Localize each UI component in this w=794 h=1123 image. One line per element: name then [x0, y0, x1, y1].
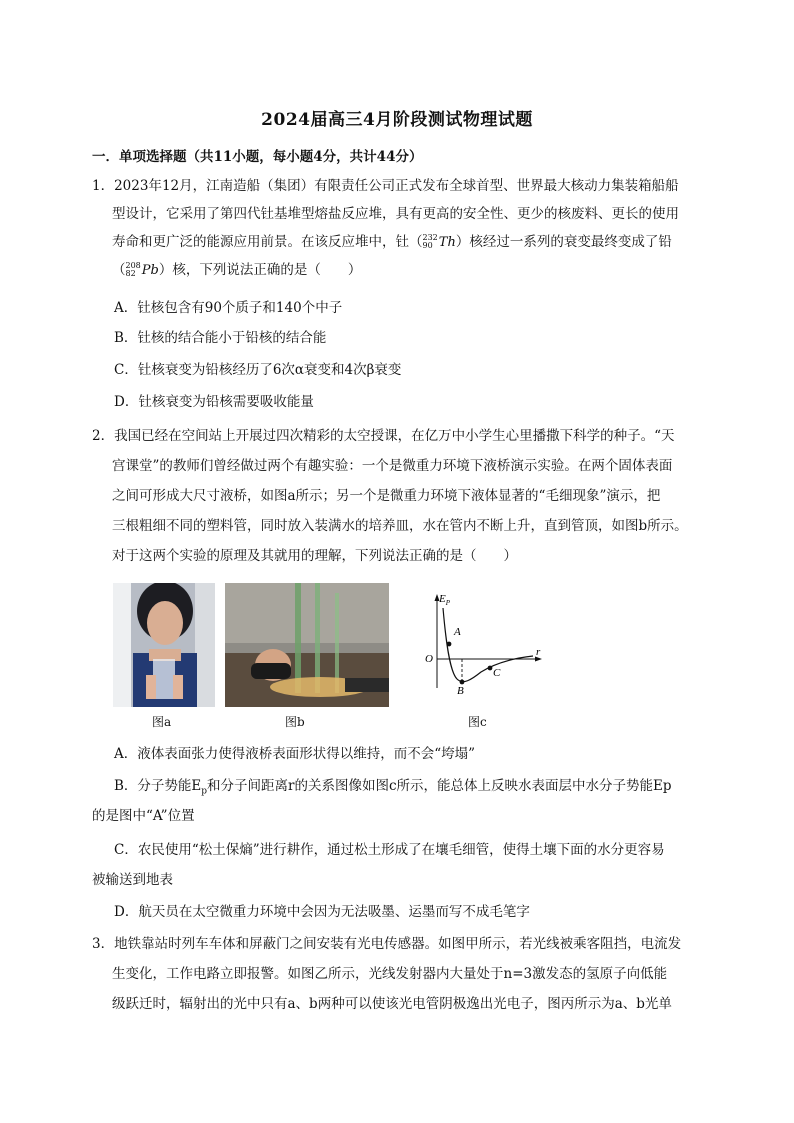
question-number: 2． [92, 428, 115, 444]
question-1-line-1 [92, 172, 704, 200]
q2-b-text-2: 和分子间距离r的关系图像如图c所示，能总体上反映水表面层中水分子势能Ep [207, 778, 672, 794]
q2-b-text-1: B．分子势能E [114, 778, 202, 794]
q1-option-c: C．钍核衰变为铅核经历了6次α衰变和4次β衰变 [114, 362, 402, 378]
point-c [488, 666, 493, 671]
q2-option-a: A．液体表面张力使得液桥表面形状得以维持，而不会“垮塌” [114, 746, 476, 762]
q1-text: 2023年12月，江南造船（集团）有限责任公司正式发布全球首型、世界最大核动力集装箱船船 [114, 178, 679, 194]
figure-a-caption: 图a [152, 715, 172, 729]
ep-curve [443, 608, 533, 682]
y-axis-label [438, 593, 451, 607]
pb-open-paren: （ [112, 262, 126, 278]
section-heading: 一．单项选择题（共11小题，每小题4分，共计44分） [92, 149, 423, 165]
q2-line-3: 之间可形成大尺寸液桥，如图a所示；另一个是微重力环境下液体显著的“毛细现象”演示，把 [112, 488, 661, 504]
q1-option-d: D．钍核衰变为铅核需要吸收能量 [114, 394, 314, 410]
q1-line-4 [92, 256, 704, 285]
pb-symbol: Pb [141, 262, 159, 278]
th-mass-number: 232 [422, 233, 438, 242]
q2-option-b-line-2: 的是图中“A”位置 [92, 808, 195, 824]
question-number: 3． [92, 936, 115, 952]
x-axis-label: r [536, 646, 541, 658]
origin-label: O [425, 653, 433, 665]
question-3-line-1 [92, 930, 704, 958]
page-title: 2024届高三4月阶段测试物理试题 [261, 110, 533, 130]
point-b [460, 680, 465, 685]
figure-b-caption: 图b [285, 715, 305, 729]
ep-label: E [439, 593, 446, 605]
q1-text-3a: 寿命和更广泛的能源应用前景。在该反应堆中，钍（ [112, 234, 423, 250]
pb-mass-number: 208 [125, 261, 141, 270]
th-symbol: Th [438, 234, 456, 250]
q3-line-3: 级跃迁时，辐射出的光中只有a、b两种可以使该光电管阴极逸出光电子，图丙所示为a、b光单 [112, 996, 672, 1012]
q2-line-5: 对于这两个实验的原理及其就用的理解，下列说法正确的是（ ） [112, 548, 517, 564]
figure-c-caption: 图c [468, 715, 487, 729]
q2-option-c-line-1: C．农民使用“松土保熵”进行耕作，通过松土形成了在壤毛细管，使得土壤下面的水分更容易 [114, 842, 665, 858]
q2-option-c-line-2: 被输送到地表 [92, 872, 173, 888]
ep-subscript: P [445, 599, 451, 607]
q1-text-4b: ）核，下列说法正确的是（ ） [158, 262, 362, 278]
figure-c-chart [415, 588, 550, 703]
label-c: C [493, 667, 501, 679]
th-atomic-number: 90 [422, 241, 433, 250]
figure-a-photo [113, 583, 215, 707]
label-a: A [454, 626, 461, 638]
q3-line-2: 生变化，工作电路立即报警。如图乙所示，光线发射器内大量处于n=3激发态的氢原子向低能 [112, 966, 668, 982]
q2-option-d: D．航天员在太空微重力环境中会因为无法吸墨、运墨而写不成毛笔字 [114, 904, 530, 920]
q1-text-3b: ）核经过一系列的衰变最终变成了铅 [455, 234, 672, 250]
thorium-nuclide [423, 229, 456, 257]
figure-b-photo [225, 583, 389, 707]
q3-text: 地铁靠站时列车车体和屏蔽门之间安装有光电传感器。如图甲所示，若光线被乘客阻挡，电流发 [114, 936, 682, 952]
question-number: 1． [92, 178, 115, 194]
q1-line-2: 型设计，它采用了第四代钍基堆型熔盐反应堆，具有更高的安全性、更少的核废料、更长的使用 [112, 206, 679, 222]
q2-text: 我国已经在空间站上开展过四次精彩的太空授课，在亿万中小学生心里播撒下科学的种子。“天 [114, 428, 675, 444]
label-b: B [457, 685, 464, 697]
q2-option-b-line-1 [114, 772, 704, 806]
q1-option-b: B．钍核的结合能小于铅核的结合能 [114, 330, 327, 346]
question-2-line-1 [92, 422, 704, 450]
q1-line-3 [92, 228, 704, 257]
point-a [447, 642, 452, 647]
lead-nuclide [126, 257, 159, 285]
q2-line-4: 三根粗细不同的塑料管，同时放入装满水的培养皿，水在管内不断上升，直到管顶，如图b所示。 [112, 518, 688, 534]
q2-b-subscript: p [201, 786, 208, 797]
q2-line-2: 宫课堂”的教师们曾经做过两个有趣实验：一个是微重力环境下液桥演示实验。在两个固体表面 [112, 458, 673, 474]
q1-option-a: A．钍核包含有90个质子和140个中子 [114, 300, 343, 316]
pb-atomic-number: 82 [125, 269, 136, 278]
